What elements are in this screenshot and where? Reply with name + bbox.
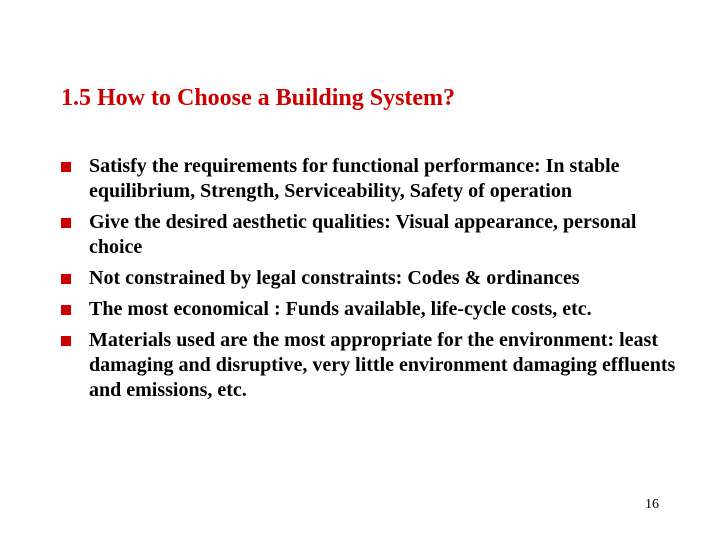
bullet-text: Not constrained by legal constraints: Codes & ordinances [89,267,580,289]
square-bullet-icon [61,218,71,228]
bullet-list [61,154,681,409]
bullet-text: The most economical : Funds available, life-cycle costs, etc. [89,298,592,320]
square-bullet-icon [61,336,71,346]
bullet-item-functional-performance [61,154,681,204]
bullet-item-legal-constraints [61,266,681,291]
bullet-item-materials [61,328,681,403]
bullet-item-aesthetic-qualities [61,210,681,260]
square-bullet-icon [61,274,71,284]
square-bullet-icon [61,162,71,172]
slide-title: 1.5 How to Choose a Building System? [61,85,456,111]
bullet-item-economical [61,297,681,322]
bullet-text: Satisfy the requirements for functional performance: In stable equilibrium, Strength, Serviceability, Safety of operation [89,155,620,202]
bullet-text: Give the desired aesthetic qualities: Visual appearance, personal choice [89,211,637,258]
square-bullet-icon [61,305,71,315]
bullet-text: Materials used are the most appropriate for the environment: least damaging and disruptive, very little environment damaging effluents and emissions, etc. [89,329,676,401]
slide-number: 16 [645,497,659,512]
